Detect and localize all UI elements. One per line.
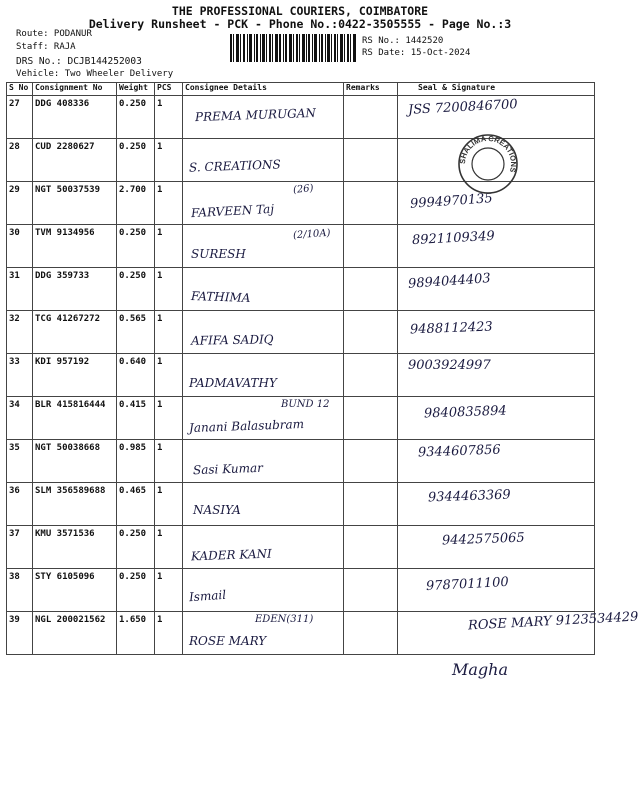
row-consignee-details [183,569,344,612]
row-consignment-no: KDI 957192 [33,354,117,397]
row-pcs: 1 [155,483,183,526]
table-row [7,612,595,655]
col-header-consignment: Consignment No [33,83,117,96]
receiver-signature-phone: 8921109349 [411,228,496,249]
row-consignment-no: NGL 200021562 [33,612,117,655]
row-weight: 0.250 [117,569,155,612]
row-weight: 0.250 [117,225,155,268]
row-remarks [344,182,398,225]
consignee-handwritten-note: EDEN(311) [255,614,314,625]
row-weight: 0.640 [117,354,155,397]
table-row [7,440,595,483]
col-header-weight: Weight [117,83,155,96]
row-consignment-no: SLM 356589688 [33,483,117,526]
row-remarks [344,96,398,139]
col-header-consignee: Consignee Details [183,83,344,96]
receiver-signature-phone: 9003924997 [408,358,491,373]
consignee-handwritten-name: KADER KANI [190,546,272,564]
row-weight: 0.250 [117,96,155,139]
row-pcs: 1 [155,612,183,655]
consignee-handwritten-name: Ismail [188,587,227,605]
row-consignment-no: NGT 50037539 [33,182,117,225]
row-remarks [344,397,398,440]
consignee-handwritten-name: SURESH [191,247,246,261]
row-sno: 30 [7,225,33,268]
row-sno: 33 [7,354,33,397]
row-consignee-details [183,526,344,569]
consignee-handwritten-name: AFIFA SADIQ [190,332,274,348]
row-seal-signature [398,483,595,526]
row-weight: 2.700 [117,182,155,225]
col-header-pcs: PCS [155,83,183,96]
row-consignee-details [183,225,344,268]
row-weight: 0.250 [117,526,155,569]
table-row [7,311,595,354]
row-consignment-no: KMU 3571536 [33,526,117,569]
row-weight: 0.415 [117,397,155,440]
shop-seal-stamp [456,132,520,196]
row-remarks [344,569,398,612]
row-seal-signature [398,526,595,569]
row-remarks [344,440,398,483]
row-sno: 36 [7,483,33,526]
route-label: Route: PODANUR [16,29,92,39]
table-row [7,225,595,268]
table-row [7,354,595,397]
consignee-handwritten-name: S. CREATIONS [188,157,281,175]
receiver-signature-phone: 9994970135 [409,191,494,212]
row-consignment-no: DDG 408336 [33,96,117,139]
row-remarks [344,311,398,354]
col-header-remarks: Remarks [344,83,398,96]
row-sno: 32 [7,311,33,354]
table-row [7,268,595,311]
row-seal-signature [398,397,595,440]
row-consignee-details [183,268,344,311]
consignee-handwritten-name: NASIYA [193,503,241,517]
row-sno: 39 [7,612,33,655]
row-consignee-details [183,182,344,225]
row-sno: 31 [7,268,33,311]
row-consignee-details [183,139,344,182]
col-header-seal: Seal & Signature [398,83,595,96]
row-remarks [344,526,398,569]
rs-date: RS Date: 15-Oct-2024 [362,48,471,58]
row-weight: 0.250 [117,268,155,311]
row-seal-signature [398,268,595,311]
row-sno: 27 [7,96,33,139]
row-sno: 35 [7,440,33,483]
row-remarks [344,225,398,268]
col-header-sno: S No [7,83,33,96]
row-consignment-no: DDG 359733 [33,268,117,311]
row-seal-signature [398,609,639,655]
row-remarks [344,354,398,397]
svg-text:SHALIMA CREATIONS [458,134,518,173]
row-remarks [344,268,398,311]
row-pcs: 1 [155,354,183,397]
receiver-signature-phone: 9894044403 [407,271,492,292]
row-weight: 0.250 [117,139,155,182]
receiver-signature-phone: 9344463369 [427,487,511,506]
staff-label: Staff: RAJA [16,42,76,52]
row-consignment-no: TCG 41267272 [33,311,117,354]
row-pcs: 1 [155,96,183,139]
row-weight: 0.565 [117,311,155,354]
stamp-text: SHALIMA CREATIONS [457,133,519,174]
row-pcs: 1 [155,268,183,311]
row-seal-signature [398,569,595,612]
table-row [7,397,595,440]
consignee-handwritten-name: Janani Balasubram [188,416,305,436]
consignee-handwritten-name: FATHIMA [190,288,251,306]
vehicle-label: Vehicle: Two Wheeler Delivery [16,69,174,79]
row-pcs: 1 [155,139,183,182]
footer-signature: Magha [452,660,509,679]
rs-number: RS No.: 1442520 [362,36,444,46]
row-consignment-no: TVM 9134956 [33,225,117,268]
row-seal-signature [398,354,595,397]
table-header-row [7,83,595,96]
row-pcs: 1 [155,311,183,354]
table-row [7,569,595,612]
row-consignment-no: NGT 50038668 [33,440,117,483]
receiver-signature-phone: 9344607856 [417,442,501,461]
table-row [7,526,595,569]
row-consignee-details [183,397,344,440]
row-remarks [344,139,398,182]
row-pcs: 1 [155,397,183,440]
receiver-signature-phone: 9442575065 [441,530,525,549]
row-consignee-details [183,483,344,526]
receiver-signature-phone: 9488112423 [409,319,493,338]
row-seal-signature [398,311,595,354]
row-consignee-details [183,440,344,483]
row-weight: 0.985 [117,440,155,483]
row-consignment-no: STY 6105096 [33,569,117,612]
company-name: THE PROFESSIONAL COURIERS, COIMBATORE [171,4,429,18]
row-consignment-no: BLR 415816444 [33,397,117,440]
row-weight: 1.650 [117,612,155,655]
row-pcs: 1 [155,225,183,268]
runsheet-title: Delivery Runsheet - PCK - Phone No.:0422-3505555 - Page No.:3 [88,17,512,31]
barcode-image [230,34,356,62]
row-consignee-details [183,96,344,139]
row-seal-signature [398,225,595,268]
consignee-handwritten-name: PADMAVATHY [189,376,277,390]
receiver-signature-phone: 9840835894 [423,403,507,422]
drs-number: DRS No.: DCJB144252003 [16,56,142,67]
receiver-signature-phone: 9787011100 [425,574,510,595]
row-sno: 38 [7,569,33,612]
row-pcs: 1 [155,440,183,483]
receiver-signature-phone: JSS 7200846700 [407,97,518,118]
row-consignee-details [183,354,344,397]
row-pcs: 1 [155,182,183,225]
row-consignee-details [183,311,344,354]
row-remarks [344,483,398,526]
row-remarks [344,612,398,655]
row-sno: 34 [7,397,33,440]
consignee-handwritten-note: (26) [292,182,315,197]
table-row [7,483,595,526]
row-pcs: 1 [155,526,183,569]
row-weight: 0.465 [117,483,155,526]
consignee-handwritten-name: ROSE MARY [189,634,267,648]
consignee-handwritten-name: PREMA MURUGAN [194,105,317,125]
row-sno: 37 [7,526,33,569]
row-pcs: 1 [155,569,183,612]
row-sno: 29 [7,182,33,225]
consignee-handwritten-name: FARVEEN Taj [190,201,275,221]
receiver-signature-phone: ROSE MARY 9123534429 [467,609,639,634]
row-sno: 28 [7,139,33,182]
consignee-handwritten-note: (2/10A) [292,227,331,242]
row-consignee-details [183,612,344,655]
consignee-handwritten-name: Sasi Kumar [192,460,264,478]
row-seal-signature [398,440,595,483]
consignee-handwritten-note: BUND 12 [281,399,330,410]
row-consignment-no: CUD 2280627 [33,139,117,182]
